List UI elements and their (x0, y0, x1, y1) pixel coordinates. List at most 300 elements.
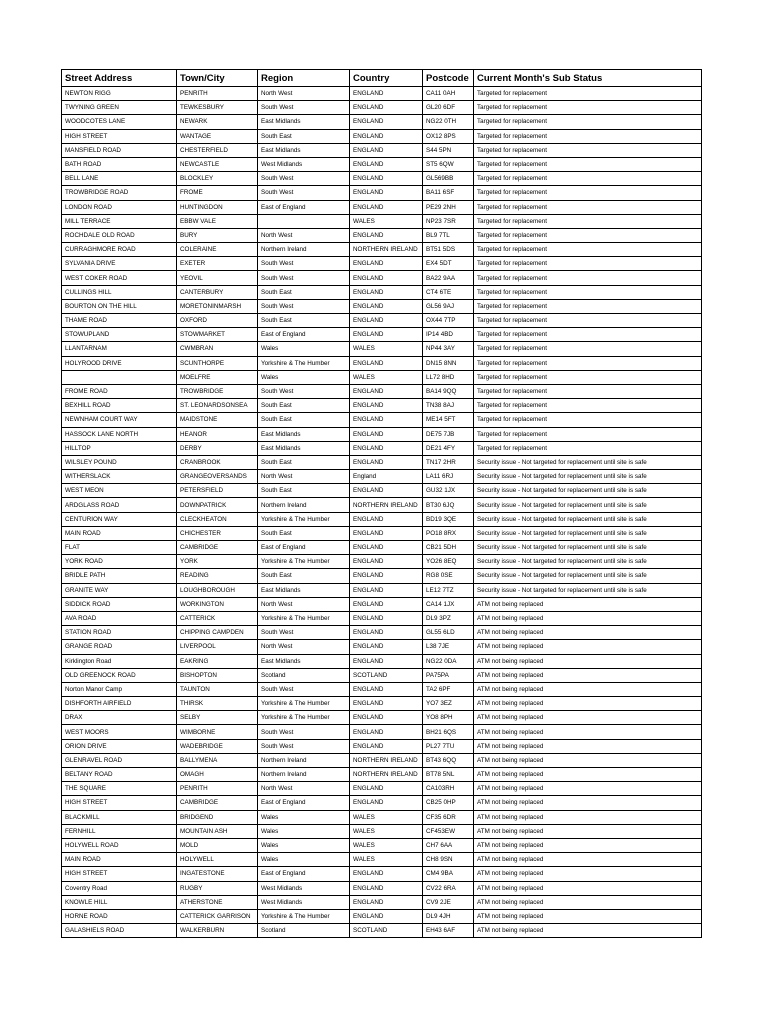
cell-street-address: STOWUPLAND (62, 328, 177, 342)
cell-postcode: DN15 8NN (423, 356, 474, 370)
cell-town-city: BALLYMENA (177, 753, 258, 767)
cell-postcode: ME14 5FT (423, 413, 474, 427)
cell-sub-status: Targeted for replacement (474, 214, 702, 228)
cell-region: Scotland (258, 924, 350, 938)
table-row (62, 200, 702, 214)
cell-country: ENGLAND (350, 328, 423, 342)
cell-country: ENGLAND (350, 384, 423, 398)
cell-country: ENGLAND (350, 314, 423, 328)
cell-postcode: YO7 3EZ (423, 697, 474, 711)
cell-sub-status: Targeted for replacement (474, 285, 702, 299)
table-row (62, 654, 702, 668)
cell-sub-status: Security issue - Not targeted for replacement until site is safe (474, 470, 702, 484)
cell-street-address: WEST MOORS (62, 725, 177, 739)
cell-sub-status: Targeted for replacement (474, 271, 702, 285)
table-row (62, 87, 702, 101)
cell-street-address: HILLTOP (62, 441, 177, 455)
cell-country: ENGLAND (350, 555, 423, 569)
cell-postcode: CA11 0AH (423, 87, 474, 101)
cell-street-address: OLD GREENOCK ROAD (62, 668, 177, 682)
cell-town-city: CWMBRAN (177, 342, 258, 356)
cell-region: Yorkshire & The Humber (258, 611, 350, 625)
table-row (62, 682, 702, 696)
cell-sub-status: ATM not being replaced (474, 753, 702, 767)
table-row (62, 526, 702, 540)
cell-postcode: BA11 6SF (423, 186, 474, 200)
cell-sub-status: ATM not being replaced (474, 611, 702, 625)
cell-sub-status: ATM not being replaced (474, 782, 702, 796)
table-row (62, 455, 702, 469)
table-row (62, 739, 702, 753)
cell-region: Northern Ireland (258, 768, 350, 782)
header-town-city: Town/City (177, 70, 258, 87)
cell-street-address: SIDDICK ROAD (62, 597, 177, 611)
cell-country: ENGLAND (350, 867, 423, 881)
cell-region: Wales (258, 838, 350, 852)
cell-region: South East (258, 455, 350, 469)
cell-street-address: TROWBRIDGE ROAD (62, 186, 177, 200)
cell-town-city: MAIDSTONE (177, 413, 258, 427)
cell-country: WALES (350, 824, 423, 838)
cell-postcode: BL9 7TL (423, 228, 474, 242)
table-row (62, 257, 702, 271)
cell-town-city: PENRITH (177, 782, 258, 796)
cell-region: North West (258, 640, 350, 654)
cell-sub-status: Targeted for replacement (474, 157, 702, 171)
cell-sub-status: Targeted for replacement (474, 101, 702, 115)
cell-region: South East (258, 314, 350, 328)
cell-region: South West (258, 384, 350, 398)
cell-street-address: BELTANY ROAD (62, 768, 177, 782)
cell-country: ENGLAND (350, 129, 423, 143)
cell-postcode: ST5 6QW (423, 157, 474, 171)
table-row (62, 370, 702, 384)
cell-postcode: DE75 7JB (423, 427, 474, 441)
cell-region: North West (258, 782, 350, 796)
cell-region: Yorkshire & The Humber (258, 697, 350, 711)
table-row (62, 853, 702, 867)
cell-street-address: WILSLEY POUND (62, 455, 177, 469)
cell-town-city: NEWCASTLE (177, 157, 258, 171)
cell-region: South West (258, 299, 350, 313)
cell-town-city: CATTERICK GARRISON (177, 909, 258, 923)
cell-region: West Midlands (258, 157, 350, 171)
cell-country: ENGLAND (350, 611, 423, 625)
cell-region: Yorkshire & The Humber (258, 711, 350, 725)
header-sub-status: Current Month's Sub Status (474, 70, 702, 87)
cell-country: ENGLAND (350, 597, 423, 611)
header-street-address: Street Address (62, 70, 177, 87)
cell-town-city: RUGBY (177, 881, 258, 895)
cell-region: Yorkshire & The Humber (258, 555, 350, 569)
cell-sub-status: Targeted for replacement (474, 413, 702, 427)
cell-street-address: LLANTARNAM (62, 342, 177, 356)
cell-region: Yorkshire & The Humber (258, 909, 350, 923)
cell-region: East Midlands (258, 441, 350, 455)
cell-postcode: LL72 8HD (423, 370, 474, 384)
cell-town-city: INGATESTONE (177, 867, 258, 881)
cell-country: ENGLAND (350, 909, 423, 923)
table-row (62, 413, 702, 427)
cell-sub-status: ATM not being replaced (474, 838, 702, 852)
cell-street-address: HIGH STREET (62, 867, 177, 881)
table-row (62, 753, 702, 767)
cell-postcode: NG22 0DA (423, 654, 474, 668)
cell-country: WALES (350, 214, 423, 228)
cell-country: NORTHERN IRELAND (350, 768, 423, 782)
cell-country: WALES (350, 810, 423, 824)
cell-sub-status: Security issue - Not targeted for replacement until site is safe (474, 498, 702, 512)
cell-street-address: CURRAGHMORE ROAD (62, 243, 177, 257)
cell-postcode: CH7 6AA (423, 838, 474, 852)
cell-sub-status: Targeted for replacement (474, 384, 702, 398)
cell-postcode: IP14 4BD (423, 328, 474, 342)
cell-country: ENGLAND (350, 569, 423, 583)
cell-town-city: MORETONINMARSH (177, 299, 258, 313)
cell-country: WALES (350, 838, 423, 852)
cell-town-city: WADEBRIDGE (177, 739, 258, 753)
cell-region: South West (258, 172, 350, 186)
data-table (61, 69, 702, 938)
cell-town-city: STOWMARKET (177, 328, 258, 342)
cell-street-address (62, 370, 177, 384)
cell-town-city: CANTERBURY (177, 285, 258, 299)
cell-region: South West (258, 682, 350, 696)
cell-region: East of England (258, 328, 350, 342)
cell-postcode: NP44 3AY (423, 342, 474, 356)
cell-town-city: GRANGEOVERSANDS (177, 470, 258, 484)
cell-sub-status: Security issue - Not targeted for replacement until site is safe (474, 569, 702, 583)
cell-region: South West (258, 101, 350, 115)
cell-street-address: BATH ROAD (62, 157, 177, 171)
header-postcode: Postcode (423, 70, 474, 87)
cell-country: WALES (350, 370, 423, 384)
cell-sub-status: ATM not being replaced (474, 640, 702, 654)
cell-street-address: HOLYROOD DRIVE (62, 356, 177, 370)
cell-country: ENGLAND (350, 682, 423, 696)
table-row (62, 356, 702, 370)
cell-region: South West (258, 725, 350, 739)
cell-region: Wales (258, 370, 350, 384)
cell-country: ENGLAND (350, 356, 423, 370)
cell-country: WALES (350, 342, 423, 356)
cell-street-address: DISHFORTH AIRFIELD (62, 697, 177, 711)
cell-town-city: BURY (177, 228, 258, 242)
cell-country: ENGLAND (350, 271, 423, 285)
cell-country: ENGLAND (350, 455, 423, 469)
cell-sub-status: Security issue - Not targeted for replacement until site is safe (474, 583, 702, 597)
cell-region: Northern Ireland (258, 498, 350, 512)
cell-town-city: TEWKESBURY (177, 101, 258, 115)
cell-street-address: BELL LANE (62, 172, 177, 186)
cell-region: South East (258, 399, 350, 413)
cell-region: East of England (258, 200, 350, 214)
cell-town-city: LIVERPOOL (177, 640, 258, 654)
cell-postcode: CF35 6DR (423, 810, 474, 824)
cell-postcode: PE29 2NH (423, 200, 474, 214)
cell-street-address: ROCHDALE OLD ROAD (62, 228, 177, 242)
cell-town-city: FROME (177, 186, 258, 200)
cell-country: ENGLAND (350, 654, 423, 668)
cell-street-address: BRIDLE PATH (62, 569, 177, 583)
cell-street-address: WITHERSLACK (62, 470, 177, 484)
cell-country: WALES (350, 853, 423, 867)
cell-region: Yorkshire & The Humber (258, 356, 350, 370)
cell-town-city: WANTAGE (177, 129, 258, 143)
cell-street-address: DRAX (62, 711, 177, 725)
cell-sub-status: ATM not being replaced (474, 810, 702, 824)
cell-postcode: S44 5PN (423, 143, 474, 157)
cell-town-city: CRANBROOK (177, 455, 258, 469)
cell-street-address: TWYNING GREEN (62, 101, 177, 115)
cell-sub-status: Security issue - Not targeted for replacement until site is safe (474, 484, 702, 498)
cell-region: East Midlands (258, 143, 350, 157)
cell-street-address: HIGH STREET (62, 796, 177, 810)
table-row (62, 143, 702, 157)
cell-sub-status: Targeted for replacement (474, 143, 702, 157)
cell-postcode: BA22 9AA (423, 271, 474, 285)
cell-region: Wales (258, 810, 350, 824)
cell-town-city: DOWNPATRICK (177, 498, 258, 512)
cell-postcode: BT51 5DS (423, 243, 474, 257)
cell-street-address: LONDON ROAD (62, 200, 177, 214)
table-row (62, 725, 702, 739)
table-row (62, 186, 702, 200)
cell-country: ENGLAND (350, 541, 423, 555)
cell-street-address: BEXHILL ROAD (62, 399, 177, 413)
table-row (62, 384, 702, 398)
cell-street-address: THE SQUARE (62, 782, 177, 796)
cell-country: ENGLAND (350, 895, 423, 909)
cell-country: SCOTLAND (350, 668, 423, 682)
cell-region: East of England (258, 541, 350, 555)
cell-street-address: HIGH STREET (62, 129, 177, 143)
cell-street-address: CENTURION WAY (62, 512, 177, 526)
cell-town-city: MOELFRE (177, 370, 258, 384)
table-row (62, 299, 702, 313)
cell-street-address: BOURTON ON THE HILL (62, 299, 177, 313)
cell-postcode: CB25 0HP (423, 796, 474, 810)
header-row (62, 70, 702, 87)
cell-country: ENGLAND (350, 228, 423, 242)
cell-sub-status: Targeted for replacement (474, 200, 702, 214)
cell-postcode: DL9 4JH (423, 909, 474, 923)
cell-postcode: LE12 7TZ (423, 583, 474, 597)
cell-street-address: WEST MEON (62, 484, 177, 498)
cell-postcode: CA14 1JX (423, 597, 474, 611)
cell-postcode: LA11 6RJ (423, 470, 474, 484)
table-row (62, 867, 702, 881)
cell-sub-status: ATM not being replaced (474, 739, 702, 753)
table-row (62, 328, 702, 342)
table-row (62, 668, 702, 682)
cell-region (258, 214, 350, 228)
cell-region: West Midlands (258, 881, 350, 895)
cell-town-city: CHIPPING CAMPDEN (177, 626, 258, 640)
cell-sub-status: ATM not being replaced (474, 626, 702, 640)
cell-sub-status: Targeted for replacement (474, 257, 702, 271)
cell-sub-status: Security issue - Not targeted for replacement until site is safe (474, 526, 702, 540)
cell-town-city: ST. LEONARDSONSEA (177, 399, 258, 413)
table-row (62, 768, 702, 782)
cell-town-city: TROWBRIDGE (177, 384, 258, 398)
cell-sub-status: ATM not being replaced (474, 881, 702, 895)
cell-country: ENGLAND (350, 115, 423, 129)
cell-region: East of England (258, 867, 350, 881)
table-row (62, 314, 702, 328)
table-row (62, 640, 702, 654)
cell-postcode: CV22 6RA (423, 881, 474, 895)
cell-region: East Midlands (258, 427, 350, 441)
cell-town-city: HEANOR (177, 427, 258, 441)
cell-street-address: AVA ROAD (62, 611, 177, 625)
cell-region: Northern Ireland (258, 243, 350, 257)
table-row (62, 157, 702, 171)
cell-town-city: THIRSK (177, 697, 258, 711)
cell-country: ENGLAND (350, 697, 423, 711)
cell-country: ENGLAND (350, 640, 423, 654)
cell-street-address: HOLYWELL ROAD (62, 838, 177, 852)
cell-country: ENGLAND (350, 157, 423, 171)
cell-postcode: GL55 6LD (423, 626, 474, 640)
cell-sub-status: ATM not being replaced (474, 725, 702, 739)
cell-sub-status: Security issue - Not targeted for replacement until site is safe (474, 555, 702, 569)
cell-town-city: CHESTERFIELD (177, 143, 258, 157)
cell-street-address: HORNE ROAD (62, 909, 177, 923)
cell-town-city: YORK (177, 555, 258, 569)
cell-postcode: CA103RH (423, 782, 474, 796)
cell-street-address: Kirklington Road (62, 654, 177, 668)
cell-sub-status: ATM not being replaced (474, 711, 702, 725)
table-row (62, 824, 702, 838)
cell-street-address: GLENRAVEL ROAD (62, 753, 177, 767)
cell-sub-status: ATM not being replaced (474, 824, 702, 838)
cell-postcode: PA75PA (423, 668, 474, 682)
cell-region: Wales (258, 342, 350, 356)
cell-postcode: CM4 9BA (423, 867, 474, 881)
cell-town-city: MOLD (177, 838, 258, 852)
cell-sub-status: ATM not being replaced (474, 768, 702, 782)
cell-street-address: Coventry Road (62, 881, 177, 895)
cell-country: ENGLAND (350, 583, 423, 597)
cell-region: Northern Ireland (258, 753, 350, 767)
cell-postcode: GL20 6DF (423, 101, 474, 115)
cell-sub-status: ATM not being replaced (474, 924, 702, 938)
cell-street-address: WEST COKER ROAD (62, 271, 177, 285)
cell-region: South West (258, 186, 350, 200)
cell-region: Scotland (258, 668, 350, 682)
cell-country: NORTHERN IRELAND (350, 243, 423, 257)
table-row (62, 342, 702, 356)
table-row (62, 895, 702, 909)
cell-sub-status: Targeted for replacement (474, 370, 702, 384)
cell-street-address: FERNHILL (62, 824, 177, 838)
cell-postcode: BA14 9QQ (423, 384, 474, 398)
cell-town-city: CLECKHEATON (177, 512, 258, 526)
table-row (62, 909, 702, 923)
cell-region: North West (258, 470, 350, 484)
table-row (62, 924, 702, 938)
table-row (62, 569, 702, 583)
cell-sub-status: ATM not being replaced (474, 909, 702, 923)
cell-street-address: THAME ROAD (62, 314, 177, 328)
cell-town-city: BRIDGEND (177, 810, 258, 824)
cell-town-city: READING (177, 569, 258, 583)
cell-sub-status: Targeted for replacement (474, 328, 702, 342)
cell-postcode: NP23 7SR (423, 214, 474, 228)
cell-sub-status: Targeted for replacement (474, 399, 702, 413)
cell-postcode: NG22 0TH (423, 115, 474, 129)
cell-sub-status: Targeted for replacement (474, 441, 702, 455)
cell-town-city: HUNTINGDON (177, 200, 258, 214)
cell-region: South East (258, 569, 350, 583)
table-row (62, 611, 702, 625)
cell-country: ENGLAND (350, 739, 423, 753)
cell-town-city: EAKRING (177, 654, 258, 668)
cell-sub-status: ATM not being replaced (474, 895, 702, 909)
table-row (62, 399, 702, 413)
cell-country: England (350, 470, 423, 484)
table-row (62, 441, 702, 455)
cell-region: South West (258, 739, 350, 753)
cell-country: NORTHERN IRELAND (350, 498, 423, 512)
cell-town-city: NEWARK (177, 115, 258, 129)
table-row (62, 498, 702, 512)
cell-sub-status: Targeted for replacement (474, 427, 702, 441)
table-row (62, 214, 702, 228)
cell-country: ENGLAND (350, 526, 423, 540)
cell-region: West Midlands (258, 895, 350, 909)
cell-sub-status: Targeted for replacement (474, 172, 702, 186)
table-row (62, 583, 702, 597)
cell-town-city: WORKINGTON (177, 597, 258, 611)
cell-sub-status: Targeted for replacement (474, 228, 702, 242)
table-row (62, 243, 702, 257)
cell-postcode: CH8 9SN (423, 853, 474, 867)
cell-street-address: Norton Manor Camp (62, 682, 177, 696)
cell-town-city: CAMBRIDGE (177, 541, 258, 555)
cell-region: Wales (258, 853, 350, 867)
cell-street-address: CULLINGS HILL (62, 285, 177, 299)
cell-street-address: GRANGE ROAD (62, 640, 177, 654)
cell-postcode: DL9 3PZ (423, 611, 474, 625)
table-row (62, 626, 702, 640)
cell-town-city: PETERSFIELD (177, 484, 258, 498)
cell-sub-status: Targeted for replacement (474, 314, 702, 328)
cell-town-city: OXFORD (177, 314, 258, 328)
cell-sub-status: ATM not being replaced (474, 668, 702, 682)
table-row (62, 838, 702, 852)
table-row (62, 172, 702, 186)
cell-sub-status: Targeted for replacement (474, 299, 702, 313)
cell-town-city: SELBY (177, 711, 258, 725)
cell-region: South East (258, 413, 350, 427)
cell-postcode: BH21 6QS (423, 725, 474, 739)
cell-street-address: MAIN ROAD (62, 526, 177, 540)
cell-region: South East (258, 285, 350, 299)
cell-country: ENGLAND (350, 441, 423, 455)
cell-street-address: NEWNHAM COURT WAY (62, 413, 177, 427)
cell-postcode: PL27 7TU (423, 739, 474, 753)
cell-country: ENGLAND (350, 711, 423, 725)
cell-town-city: SCUNTHORPE (177, 356, 258, 370)
cell-postcode: OX44 7TP (423, 314, 474, 328)
cell-country: ENGLAND (350, 881, 423, 895)
cell-town-city: EXETER (177, 257, 258, 271)
cell-region: South West (258, 257, 350, 271)
cell-town-city: YEOVIL (177, 271, 258, 285)
cell-postcode: OX12 8PS (423, 129, 474, 143)
